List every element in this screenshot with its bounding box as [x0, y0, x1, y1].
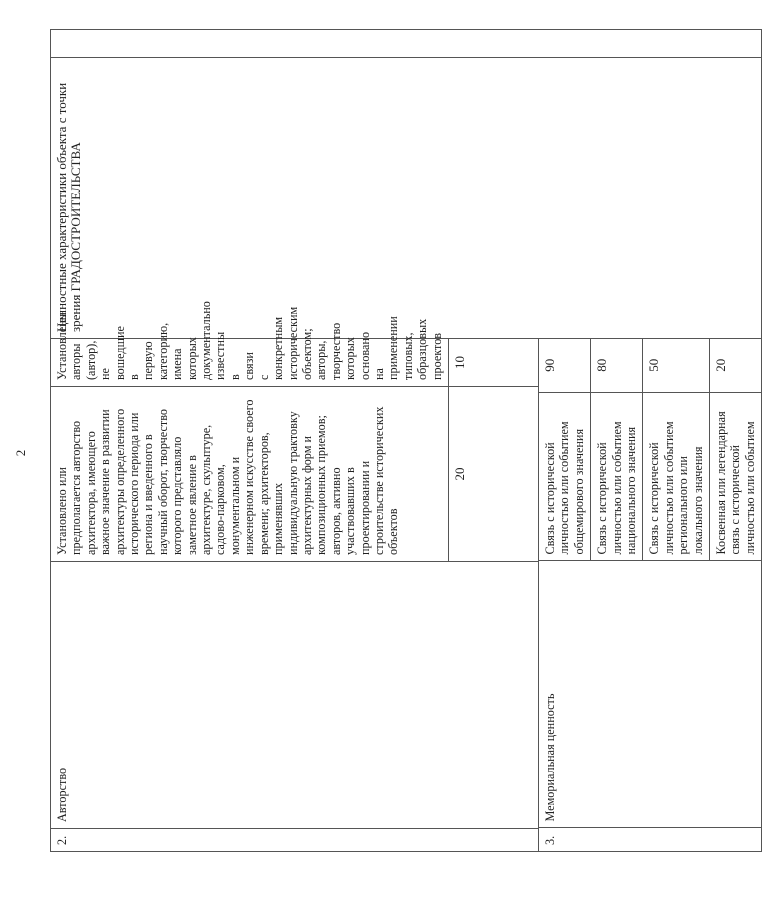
criterion-cell: Связь с исторической личностью или событием регионального или локального значения — [643, 393, 710, 561]
criterion-cell: Связь с исторической личностью или событием национального значения — [591, 393, 643, 561]
criterion-cell: Связь с исторической личностью или событием общемирового значения — [539, 393, 591, 561]
score-cell: 20 — [448, 387, 538, 562]
section-heading: Ценностные характеристики объекта с точки зрения ГРАДОСТРОИТЕЛЬСТВА — [51, 58, 762, 339]
blank-cell — [51, 30, 762, 58]
criterion-cell: Установлены авторы (автор), не вошедшие в первую категорию, имена которых документально известны в связи с конкретным историческим объектом; авторы, творчество которых основано на применении типовых, образцовых проектов — [51, 339, 449, 387]
score-cell: 20 — [710, 338, 762, 393]
page-number: 2 — [13, 449, 28, 457]
criterion-cell: Установлено или предполагается авторство архитектора, имеющего важное значение в развитии архитектуры определенного исторического периода или региона и введенного в научный оборот, творчество которого представляло заметное явление в архитектуре, скульптуре, садово-парковом, монументальном и инженерном искусстве своего времени; архитекторов, применявших индивидуальную трактовку архитектурных форм и композиционных приемов; авторов, активно участвовавших в проектировании и строительстве исторических объектов — [51, 387, 449, 562]
score-cell: 50 — [643, 338, 710, 393]
row-number: 3. — [539, 828, 761, 851]
row-number: 2. — [51, 829, 539, 852]
table-row — [51, 30, 449, 852]
score-cell: 10 — [448, 339, 538, 387]
category-cell: Мемориальная ценность — [539, 561, 761, 828]
score-cell: 80 — [591, 338, 643, 393]
criterion-cell: Косвенная или легендарная связь с исторической личностью или событием — [714, 411, 757, 555]
criteria-table — [50, 29, 762, 852]
criteria-table-rotated — [50, 54, 757, 852]
score-cell: 90 — [539, 338, 591, 393]
memorial-block — [538, 339, 761, 852]
category-cell: Авторство — [51, 562, 539, 829]
